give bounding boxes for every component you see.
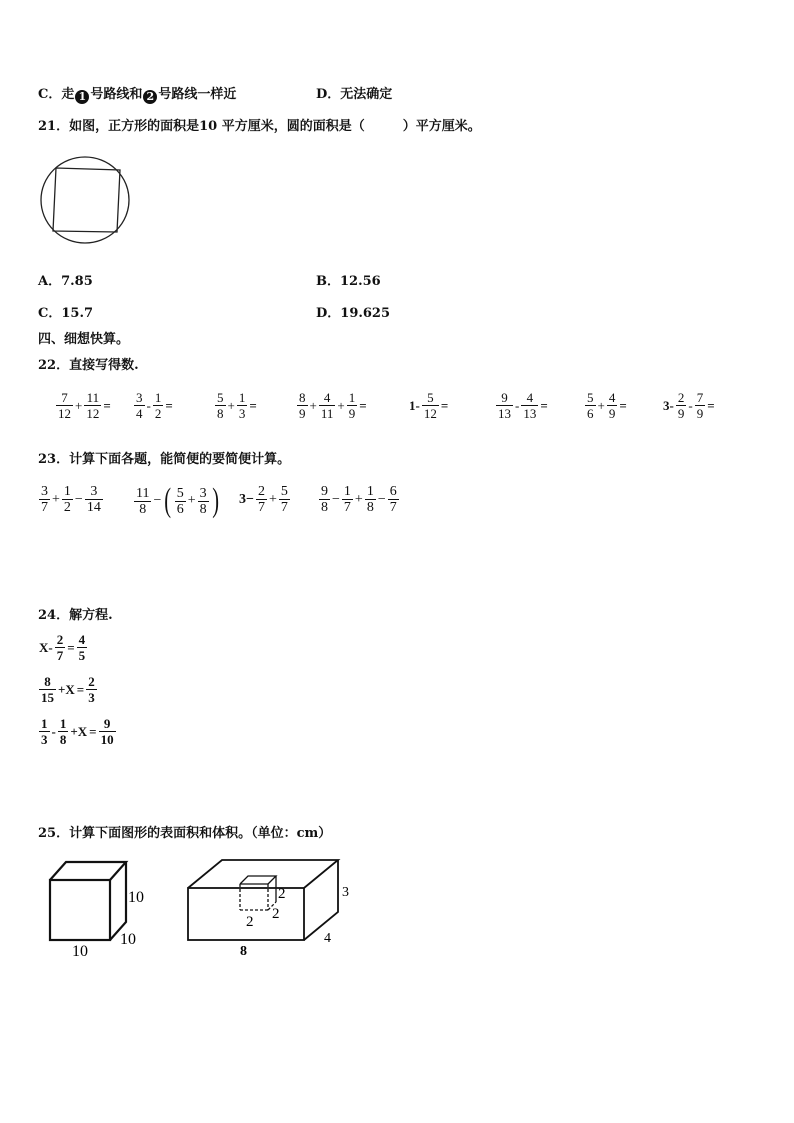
denominator: 3 [88, 690, 95, 705]
q23-expression [38, 484, 104, 515]
numerator: 4 [608, 390, 616, 405]
denominator: 12 [423, 406, 437, 421]
operator: +X [70, 723, 88, 739]
cube-label-depth: 10 [120, 931, 136, 948]
q25-title: 25．计算下面图形的表面积和体积。（单位：cm） [38, 826, 332, 841]
operator: + [309, 397, 317, 413]
operator: − [332, 491, 340, 507]
numerator: 8 [299, 390, 306, 405]
denominator: 15 [41, 690, 54, 705]
q20-option-d[interactable]: D．无法确定 [316, 87, 393, 102]
fraction [297, 390, 308, 421]
fraction [347, 390, 358, 421]
operator: = [440, 397, 449, 413]
q23-expression [318, 484, 400, 515]
q21-stem-after: ）平方厘米。 [402, 119, 481, 134]
fraction [153, 390, 164, 421]
q22-title: 22．直接写得数. [38, 358, 139, 373]
q21-option-b[interactable]: B．12.56 [316, 274, 381, 289]
q23-title: 23．计算下面各题，能简便的要简便计算。 [38, 452, 291, 467]
denominator: 9 [348, 406, 356, 421]
numerator: 6 [389, 484, 397, 499]
fraction [62, 484, 73, 515]
denominator: 8 [366, 500, 374, 515]
numerator: 1 [63, 484, 71, 499]
q20-option-c-prefix: C．走 [38, 87, 75, 102]
denominator: 7 [41, 500, 48, 515]
q24-equation [38, 674, 98, 705]
denominator: 7 [389, 500, 397, 515]
denominator: 8 [217, 406, 224, 421]
denominator: 3 [238, 406, 246, 421]
cuboid-depth-label: 4 [324, 931, 331, 946]
denominator: 3 [41, 732, 48, 747]
numerator: 11 [84, 390, 101, 406]
operator: - [146, 397, 151, 413]
denominator: 8 [59, 732, 67, 747]
operator: ) [211, 482, 219, 519]
fraction [198, 486, 209, 517]
fraction [55, 632, 66, 663]
denominator: 8 [139, 501, 147, 517]
q21-option-c[interactable]: C．15.7 [38, 306, 94, 321]
cuboid-small-depth: 2 [272, 906, 280, 922]
fraction [39, 674, 56, 705]
q22-expression [133, 390, 174, 421]
operator: = [249, 397, 257, 413]
denominator: 9 [677, 406, 685, 421]
denominator: 13 [498, 406, 511, 421]
numerator: 3 [85, 484, 103, 500]
denominator: 10 [100, 732, 114, 747]
q24-title: 24．解方程. [38, 608, 113, 623]
numerator: 4 [319, 390, 336, 406]
denominator: 9 [299, 406, 306, 421]
fraction [521, 390, 538, 421]
numerator: 2 [88, 674, 95, 689]
q23-expression [238, 484, 291, 515]
cuboid-length-label: 8 [240, 944, 247, 959]
denominator: 12 [86, 406, 100, 421]
fraction [134, 486, 151, 517]
fraction [56, 390, 73, 421]
operator: = [76, 681, 85, 697]
numerator: 1 [348, 390, 356, 405]
denominator: 9 [696, 406, 704, 421]
fraction [84, 390, 101, 421]
cuboid-height-label: 3 [342, 885, 349, 900]
q22-expression [584, 390, 628, 421]
operator: - [515, 397, 520, 413]
numerator: 1 [238, 390, 246, 405]
denominator: 5 [78, 648, 86, 663]
q21-option-a[interactable]: A．7.85 [38, 274, 93, 289]
section-4-title: 四、细想快算。 [38, 332, 130, 347]
q21-stem-before: 21．如图，正方形的面积是10 平方厘米，圆的面积是（ [38, 119, 365, 134]
operator: = [540, 397, 548, 413]
operator: − [153, 493, 162, 508]
operator: 3- [663, 397, 674, 413]
numerator: 11 [136, 485, 150, 501]
operator: - [51, 723, 56, 739]
cuboid-small-height: 2 [278, 886, 286, 902]
fraction [422, 390, 439, 421]
numerator: 5 [217, 390, 224, 405]
numerator: 2 [257, 484, 265, 499]
fraction [676, 390, 687, 421]
operator: = [165, 397, 173, 413]
operator: + [354, 491, 363, 507]
numerator: 9 [99, 716, 116, 732]
cube-figure [40, 856, 160, 962]
cuboid-small-width: 2 [246, 914, 254, 930]
denominator: 12 [58, 406, 71, 421]
fraction [86, 674, 97, 705]
fraction [585, 390, 596, 421]
denominator: 2 [154, 406, 162, 421]
numerator: 5 [176, 485, 184, 501]
cuboid-figure [182, 856, 362, 962]
operator: − [74, 491, 83, 507]
denominator: 6 [176, 501, 184, 517]
numerator: 1 [343, 484, 351, 499]
q22-expression [495, 390, 549, 421]
operator: 1- [409, 397, 420, 413]
numerator: 5 [422, 390, 439, 406]
q24-equation [38, 632, 88, 663]
fraction [256, 484, 267, 515]
fraction [215, 390, 226, 421]
numerator: 8 [39, 674, 56, 690]
operator: +X [58, 681, 75, 697]
numerator: 5 [587, 390, 594, 405]
q22-expression [662, 390, 716, 421]
numerator: 5 [280, 484, 288, 499]
numerator: 2 [677, 390, 685, 405]
q20-option-c[interactable] [38, 83, 236, 104]
operator: + [268, 491, 277, 507]
numerator: 3 [199, 485, 207, 501]
circle-square-figure [38, 156, 134, 246]
inscribed-square [53, 168, 120, 232]
fraction [319, 484, 330, 515]
route-1-badge: 1 [75, 90, 89, 104]
numerator: 9 [496, 390, 513, 406]
numerator: 1 [154, 390, 162, 405]
operator: = [67, 639, 75, 655]
numerator: 7 [56, 390, 73, 406]
numerator: 4 [78, 632, 86, 647]
operator: = [619, 397, 627, 413]
fraction [319, 390, 336, 421]
denominator: 7 [56, 648, 64, 663]
fraction [342, 484, 353, 515]
fraction [58, 716, 69, 747]
fraction [496, 390, 513, 421]
cube-label-height: 10 [128, 889, 144, 906]
denominator: 13 [523, 406, 537, 421]
operator: - [688, 397, 693, 413]
numerator: 2 [56, 632, 64, 647]
fraction [365, 484, 376, 515]
operator: + [187, 493, 196, 508]
fraction [237, 390, 248, 421]
operator: + [227, 397, 235, 413]
operator: = [89, 723, 97, 739]
q24-equation [38, 716, 117, 747]
fraction [39, 716, 50, 747]
fraction [99, 716, 116, 747]
q22-expression [214, 390, 258, 421]
numerator: 1 [59, 716, 67, 731]
denominator: 2 [63, 500, 71, 515]
denominator: 6 [587, 406, 594, 421]
fraction [134, 390, 145, 421]
denominator: 7 [257, 500, 265, 515]
operator: = [103, 397, 111, 413]
denominator: 14 [86, 500, 101, 515]
fraction [39, 484, 50, 515]
numerator: 1 [366, 484, 374, 499]
fraction [388, 484, 399, 515]
numerator: 3 [136, 390, 143, 405]
operator: = [359, 397, 367, 413]
operator: 3− [239, 491, 254, 507]
route-2-badge: 2 [143, 90, 157, 104]
numerator: 3 [41, 484, 48, 499]
denominator: 7 [280, 500, 288, 515]
operator: = [707, 397, 715, 413]
denominator: 9 [608, 406, 616, 421]
fraction [77, 632, 88, 663]
operator: + [52, 491, 60, 507]
numerator: 4 [521, 390, 538, 406]
denominator: 7 [343, 500, 351, 515]
fraction [695, 390, 706, 421]
q22-expression [296, 390, 368, 421]
q23-expression [133, 484, 221, 518]
denominator: 8 [321, 500, 328, 515]
fraction [85, 484, 103, 515]
numerator: 9 [321, 484, 328, 499]
operator: X- [39, 639, 53, 655]
q20-option-c-mid: 号路线和 [90, 87, 143, 102]
fraction [175, 486, 186, 517]
numerator: 1 [41, 716, 48, 731]
fraction [279, 484, 290, 515]
fraction [607, 390, 618, 421]
operator: + [597, 397, 605, 413]
operator: + [337, 397, 345, 413]
q22-expression [55, 390, 112, 421]
q21-stem [38, 115, 481, 134]
q20-option-c-suffix: 号路线一样近 [158, 87, 237, 102]
denominator: 4 [136, 406, 143, 421]
operator: − [377, 491, 386, 507]
cube-label-width: 10 [72, 943, 88, 960]
denominator: 11 [320, 406, 334, 421]
denominator: 8 [199, 501, 207, 517]
q22-expression [408, 390, 449, 421]
numerator: 7 [696, 390, 704, 405]
operator: + [75, 397, 83, 413]
q21-option-d[interactable]: D．19.625 [316, 306, 391, 321]
operator: ( [164, 482, 172, 519]
